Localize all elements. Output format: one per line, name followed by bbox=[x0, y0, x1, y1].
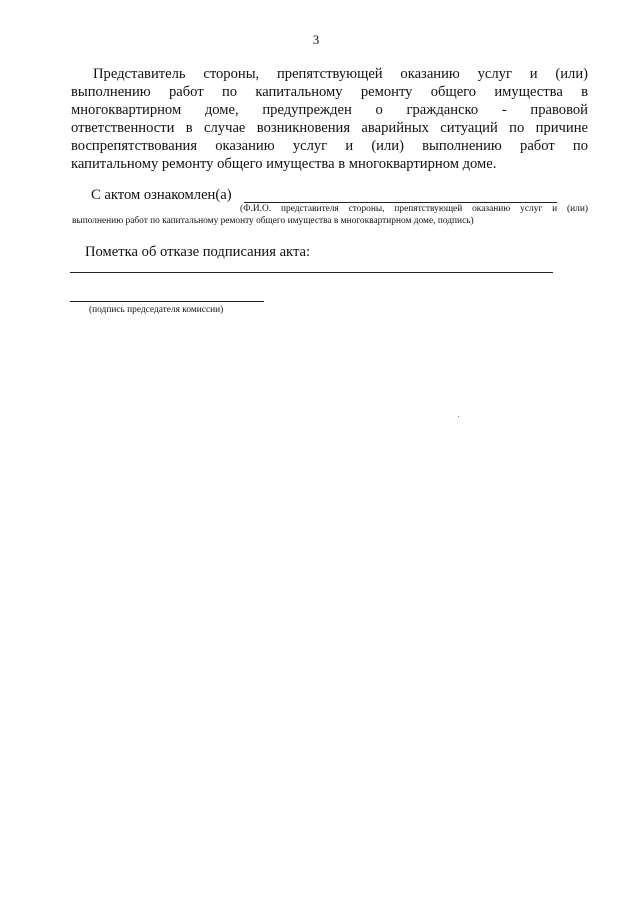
paragraph-line: воспрепятствования оказанию услуг и (или) выполнению работ по bbox=[71, 138, 588, 154]
chairman-signature-caption: (подпись председателя комиссии) bbox=[89, 305, 224, 315]
paragraph-line: капитальному ремонту общего имущества в многоквартирном доме. bbox=[71, 156, 497, 172]
paragraph-line: ответственности в случае возникновения аварийных ситуаций по причине bbox=[71, 120, 588, 136]
chairman-signature-line bbox=[70, 301, 264, 302]
page-number: 3 bbox=[312, 32, 320, 47]
acknowledgement-caption-line-2: выполнению работ по капитальному ремонту общего имущества в многоквартирном доме, подпись) bbox=[72, 216, 474, 226]
refusal-note-line bbox=[70, 272, 553, 273]
paragraph-line: выполнению работ по капитальному ремонту общего имущества в bbox=[71, 84, 588, 100]
acknowledgement-label: С актом ознакомлен(а) bbox=[91, 187, 232, 203]
paragraph-line: Представитель стороны, препятствующей оказанию услуг и (или) bbox=[93, 66, 588, 82]
refusal-label: Пометка об отказе подписания акта: bbox=[85, 244, 311, 260]
scan-speck bbox=[458, 416, 459, 417]
acknowledgement-caption-line-1: (Ф.И.О. представителя стороны, препятствующей оказанию услуг и (или) bbox=[240, 204, 588, 214]
paragraph-line: многоквартирном доме, предупрежден о гражданско - правовой bbox=[71, 102, 588, 118]
